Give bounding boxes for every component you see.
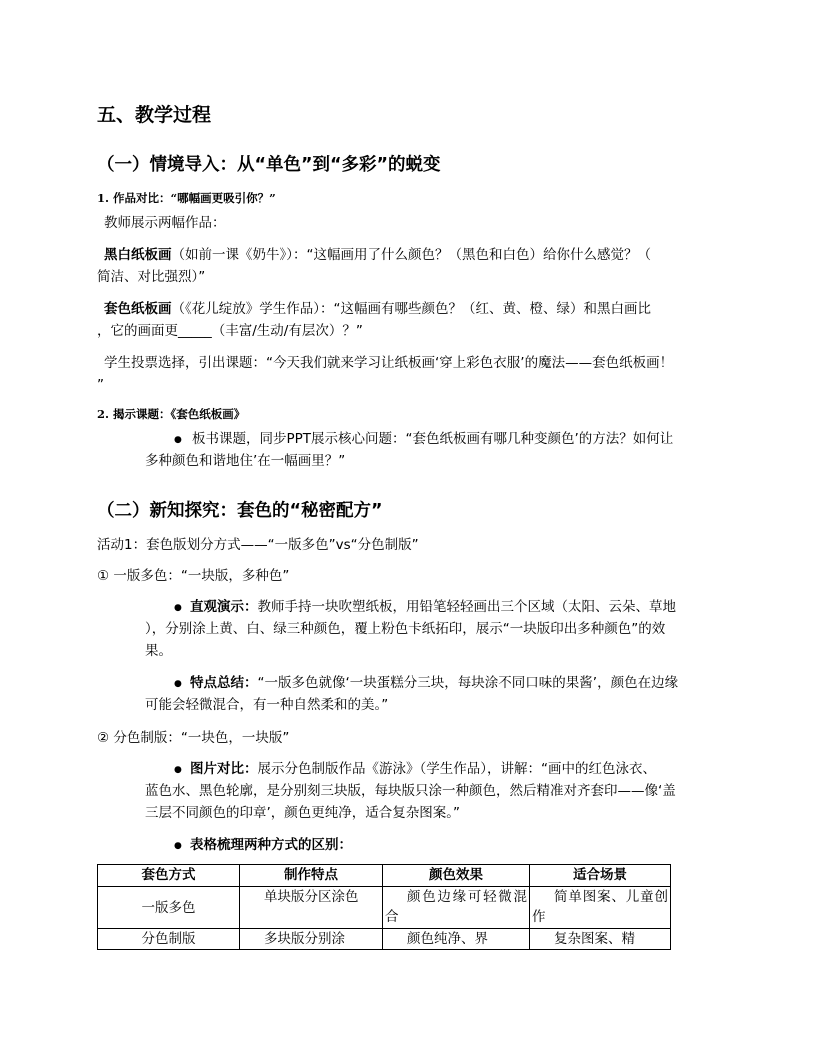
table-header-row [98,865,671,887]
compare-line1 [190,758,656,780]
bullet-dot: ● [174,435,182,445]
table-cell [530,929,671,950]
paragraph-color-line2: ，它的画面更_____（丰富/生动/有层次）？” [97,323,363,339]
compare-line3: 三层不同颜色的印章’，颜色更纯净，适合复杂图案。” [145,805,461,821]
table-cell [530,887,671,929]
bw-print-text: （如前一课《奶牛》）：“这幅画用了什么颜色？（黑色和白色）给你什么感觉？（ [171,247,651,263]
bullet-dot: ● [174,765,182,775]
paragraph-vote-line2: ” [97,377,104,393]
table-cell-text: 颜色纯净、界 [407,931,488,947]
table-header-cell: 制作特点 [240,865,383,887]
table-cell: 分色制版 [98,929,240,950]
table-header-cell: 套色方式 [98,865,240,887]
demo-label: 直观演示： [190,599,258,615]
comparison-table [97,864,671,950]
table-cell-text: 简单图案、儿童创作 [532,889,668,925]
method1-title: ① 一版多色：“一块版，多种色” [97,568,290,584]
compare-text: 展示分色制版作品《游泳》（学生作品），讲解：“画中的红色泳衣、 [257,761,656,777]
summary-line1 [190,672,678,694]
bullet-core-question-line1: 板书课题，同步PPT展示核心问题：“套色纸板画有哪几种变颜色’的方法？如何让 [192,431,674,447]
color-print-label: 套色纸板画 [104,301,172,317]
part1-heading: （一）情境导入：从“单色”到“多彩”的蜕变 [97,155,441,175]
table-cell-text: 单块版分区涂色 [264,889,359,905]
table-row [98,887,671,929]
summary-line2: 可能会轻微混合，有一种自然柔和的美。” [145,697,389,713]
compare-line2: 蓝色水、黑色轮廓，是分别刻三块版，每块版只涂一种颜色，然后精准对齐套印——像‘盖 [145,783,676,799]
bullet-dot: ● [174,841,182,851]
table-cell [383,887,530,929]
bullet-core-question-line2: 多种颜色和谐地住’在一幅画里？” [145,453,346,469]
table-cell [240,929,383,950]
intro-text: 教师展示两幅作品： [104,215,226,231]
paragraph-bw-line2: 简洁、对比强烈）” [97,269,206,285]
bullet-dot: ● [174,679,182,689]
demo-line2: ），分别涂上黄、白、绿三种颜色，覆上粉色卡纸拓印，展示“一块版印出多种颜色”的效 [145,621,666,637]
table-intro: 表格梳理两种方式的区别： [190,837,352,853]
table-header-cell: 适合场景 [530,865,671,887]
activity-title: 活动1：套色版划分方式——“一版多色”vs“分色制版” [97,537,419,553]
table-cell: 一版多色 [98,887,240,929]
compare-label: 图片对比： [190,761,258,777]
summary-label: 特点总结： [190,675,258,691]
table-row [98,929,671,950]
part2-heading: （二）新知探究：套色的“秘密配方” [97,501,383,521]
demo-line1 [190,596,676,618]
summary-text: “一版多色就像‘一块蛋糕分三块，每块涂不同口味的果酱’，颜色在边缘 [257,675,679,691]
bw-print-label: 黑白纸板画 [104,247,172,263]
table-cell [383,929,530,950]
section-title: 五、教学过程 [97,104,212,126]
demo-text: 教师手持一块吹塑纸板，用铅笔轻轻画出三个区域（太阳、云朵、草地 [257,599,676,615]
table-cell-text: 复杂图案、精 [554,931,635,947]
demo-line3: 果。 [145,643,172,659]
item1-title: 1. 作品对比：“哪幅画更吸引你？” [97,191,276,205]
paragraph-bw-line1 [104,244,651,266]
table-cell-text: 多块版分别涂 [264,931,345,947]
table-cell [240,887,383,929]
paragraph-color-line1 [104,298,651,320]
table-header-cell: 颜色效果 [383,865,530,887]
method2-title: ② 分色制版：“一块色，一块版” [97,730,290,746]
item2-title: 2. 揭示课题：《套色纸板画》 [97,407,246,421]
color-print-text: （《花儿绽放》学生作品）：“这幅画有哪些颜色？（红、黄、橙、绿）和黑白画比 [171,301,651,317]
table-cell-text: 颜色边缘可轻微混合 [385,889,527,925]
bullet-dot: ● [174,603,182,613]
paragraph-vote-line1: 学生投票选择，引出课题：“今天我们就来学习让纸板画‘穿上彩色衣服’的魔法——套色纸板画！ [104,355,674,371]
